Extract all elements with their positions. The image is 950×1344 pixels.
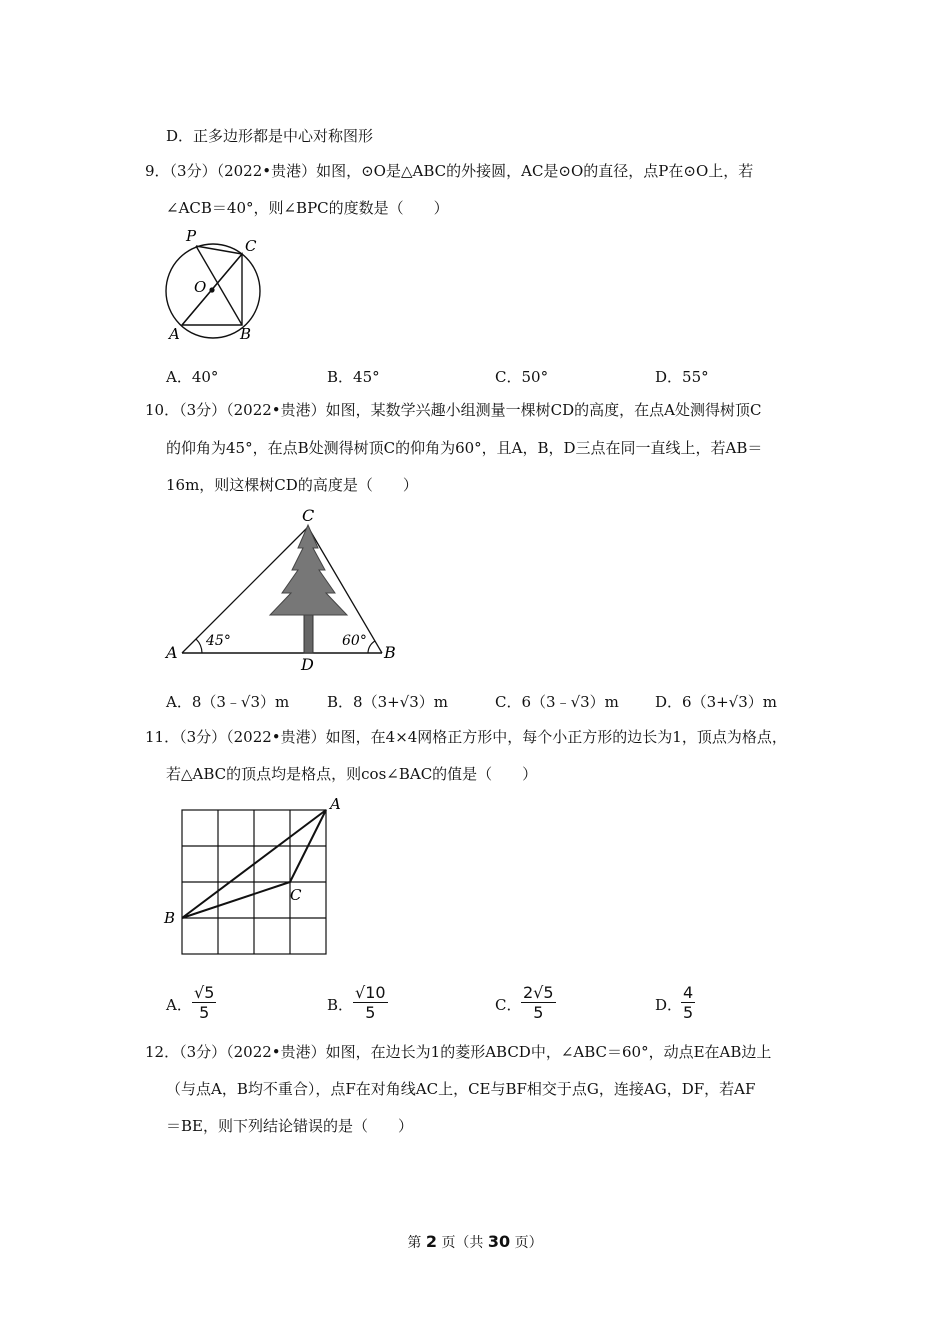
q11-option-a-fraction — [192, 983, 216, 1022]
page-footer — [0, 1232, 950, 1252]
q11-option-b-fraction — [353, 983, 388, 1022]
q10-label-b: B — [384, 643, 396, 662]
footer-suffix: 页） — [514, 1235, 543, 1251]
q10-tree-icon — [270, 525, 347, 615]
q8-option-d: D．正多边形都是中心对称图形 — [166, 127, 374, 145]
q11-option-d-numerator: 4 — [683, 983, 694, 1002]
q12-stem-line3: ＝BE，则下列结论错误的是（ ） — [166, 1117, 413, 1135]
q11-option-b-numerator: √10 — [355, 983, 386, 1002]
footer-page-number: 2 — [425, 1232, 437, 1251]
q11-label-a: A — [330, 795, 341, 813]
footer-mid: 页（共 — [441, 1235, 484, 1251]
q10-option-b: B．8（3+√3）m — [327, 693, 449, 711]
q9-option-b: B．45° — [327, 368, 380, 386]
q9-stem-line2: ∠ACB＝40°，则∠BPC的度数是（ ） — [166, 199, 449, 217]
q10-stem-line1: 10．（3分）（2022•贵港）如图，某数学兴趣小组测量一棵树CD的高度，在点A处测得树顶C — [145, 401, 762, 419]
q10-label-c: C — [302, 506, 315, 525]
q11-label-c: C — [290, 886, 302, 904]
q11-label-b: B — [164, 909, 176, 927]
q11-option-d-letter: D． — [655, 996, 683, 1014]
q9-label-a: A — [169, 325, 180, 343]
q11-option-d-denominator: 5 — [683, 1003, 694, 1022]
q9-circle-figure — [155, 222, 275, 347]
q9-label-b: B — [240, 325, 252, 343]
q10-option-d: D．6（3+√3）m — [655, 693, 778, 711]
q11-option-d-fraction — [681, 983, 695, 1022]
q10-stem-line3: 16m，则这棵树CD的高度是（ ） — [166, 476, 418, 494]
q9-option-c: C．50° — [495, 368, 549, 386]
footer-prefix: 第 — [407, 1235, 422, 1251]
q11-option-c-letter: C． — [495, 996, 522, 1014]
q12-stem-line2: （与点A，B均不重合），点F在对角线AC上，CE与BF相交于点G，连接AG，DF，若AF — [166, 1080, 756, 1098]
q10-angle-label-b: 60° — [342, 633, 367, 649]
q11-option-b-denominator: 5 — [365, 1003, 376, 1022]
q10-tree-trunk — [304, 613, 313, 653]
q9-label-p: P — [186, 227, 197, 245]
q10-angle-arc-b — [368, 641, 375, 653]
q12-stem-line1: 12．（3分）（2022•贵港）如图，在边长为1的菱形ABCD中，∠ABC＝60°，动点E在AB边上 — [145, 1043, 772, 1061]
q11-option-b-letter: B． — [327, 996, 354, 1014]
q11-option-c-numerator: 2√5 — [523, 983, 554, 1002]
q10-tree-figure — [160, 503, 410, 678]
footer-total-pages: 30 — [487, 1232, 511, 1251]
q11-option-a-numerator: √5 — [194, 983, 215, 1002]
q10-stem-line2: 的仰角为45°，在点B处测得树顶C的仰角为60°，且A，B，D三点在同一直线上，若AB＝ — [166, 439, 763, 457]
q9-stem-line1: 9．（3分）（2022•贵港）如图，⊙O是△ABC的外接圆，AC是⊙O的直径，点P在⊙O上，若 — [145, 162, 754, 180]
q11-option-a-denominator: 5 — [199, 1003, 210, 1022]
q9-option-d: D．55° — [655, 368, 709, 386]
q11-grid-figure — [160, 793, 350, 963]
q10-label-d: D — [301, 655, 314, 674]
q11-option-c-fraction — [521, 983, 556, 1022]
q10-angle-arc-a — [196, 639, 202, 653]
q11-stem-line1: 11．（3分）（2022•贵港）如图，在4×4网格正方形中，每个小正方形的边长为1，顶点为格点， — [145, 728, 787, 746]
q10-label-a: A — [166, 643, 178, 662]
q11-option-c-denominator: 5 — [533, 1003, 544, 1022]
q9-option-a: A．40° — [166, 368, 219, 386]
q11-stem-line2: 若△ABC的顶点均是格点，则cos∠BAC的值是（ ） — [166, 765, 538, 783]
q9-label-c: C — [245, 237, 257, 255]
q9-label-o: O — [194, 278, 207, 296]
q10-option-c: C．6（3﹣√3）m — [495, 693, 619, 711]
q11-grid — [182, 810, 326, 954]
q10-angle-label-a: 45° — [206, 633, 231, 649]
q10-option-a: A．8（3﹣√3）m — [166, 693, 290, 711]
q9-center-point — [209, 287, 214, 292]
q11-option-a-letter: A． — [166, 996, 192, 1014]
